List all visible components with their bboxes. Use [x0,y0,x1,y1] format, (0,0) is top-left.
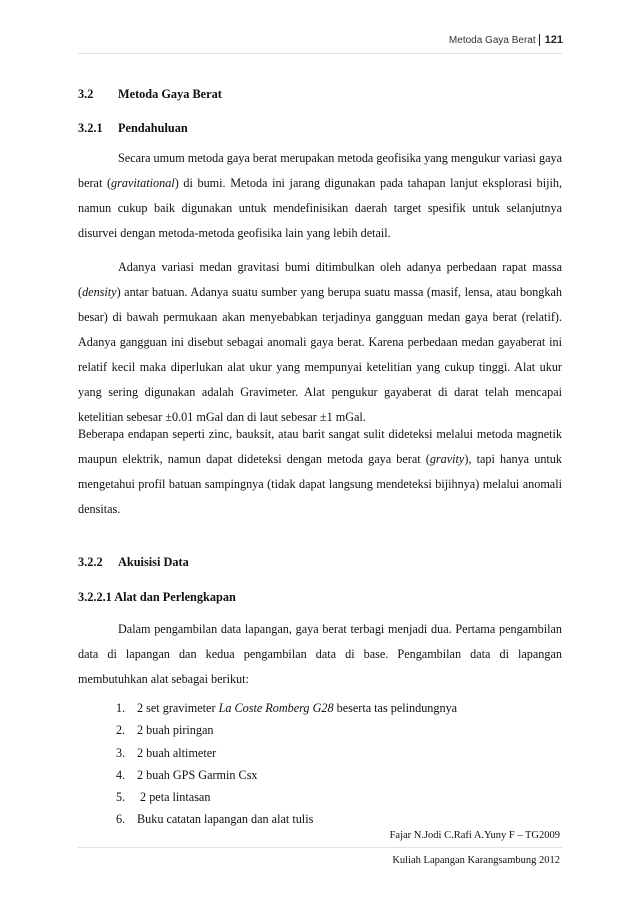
paragraph-4: Dalam pengambilan data lapangan, gaya berat terbagi menjadi dua. Pertama pengambilan data di lapangan dan kedua pengambilan data di base. Pengambilan data di lapangan membutuhkan alat sebagai berikut: [78,622,562,686]
footer-rule [78,847,562,848]
header-title: Metoda Gaya Berat [448,34,536,46]
subsection-number: 3.2.2 [78,555,103,569]
list-item: 3. 2 buah altimeter [116,745,217,760]
list-item: 5. 2 peta lintasan [116,790,211,805]
section-title: Metoda Gaya Berat [118,87,222,101]
subsubsection-title: Alat dan Perlengkapan [114,590,236,604]
subsection-title: Akuisisi Data [118,555,189,569]
running-header [449,34,563,46]
subsection-heading-pendahuluan [78,121,188,136]
subsubsection-heading [78,590,236,605]
paragraph-2: Adanya variasi medan gravitasi bumi ditimbulkan oleh adanya perbedaan rapat massa (density) antar batuan. Adanya suatu sumber yang berupa suatu massa (masif, lensa, atau bongkah besar) di bawah permukaan akan menyebabkan terjadinya gangguan medan gaya berat (relatif). Adanya gangguan ini disebut sebagai anomali gaya berat. Karena perbedaan medan gayaberat ini relatif kecil maka diperlukan alat ukur yang mempunyai ketelitian yang cukup tinggi. Alat ukur yang sering digunakan adalah Gravimeter. Alat pengukur gayaberat di darat telah mencapai ketelitian sebesar ±0.01 mGal dan di laut sebesar ±1 mGal. [78,260,562,424]
header-rule [78,53,562,54]
list-item: 6. Buku catatan lapangan dan alat tulis [116,812,314,827]
subsection-number: 3.2.1 [78,121,103,135]
subsection-heading-akuisisi [78,555,189,570]
footer-course: Kuliah Lapangan Karangsambung 2012 [392,855,560,866]
list-item: 2. 2 buah piringan [116,723,214,738]
section-number: 3.2 [78,87,94,101]
header-separator [539,34,540,46]
equipment-list [116,697,457,831]
list-item: 1. 2 set gravimeter La Coste Romberg G28 beserta tas pelindungnya [116,701,458,715]
footer-authors: Fajar N.Jodi C.Rafi A.Yuny F – TG2009 [389,830,560,841]
section-heading [78,87,222,102]
subsubsection-number: 3.2.2.1 [78,590,112,604]
list-item: 4. 2 buah GPS Garmin Csx [116,767,258,782]
paragraph-3: Beberapa endapan seperti zinc, bauksit, atau barit sangat sulit dideteksi melalui metoda magnetik maupun elektrik, namun dapat dideteksi dengan metoda gaya berat (gravity), tapi hanya untuk mengetahui profil batuan sampingnya (tidak dapat langsung mendeteksi bijihnya) melalui anomali densitas. [78,427,562,516]
subsection-title: Pendahuluan [118,121,188,135]
page-number: 121 [544,34,563,46]
paragraph-1: Secara umum metoda gaya berat merupakan metoda geofisika yang mengukur variasi gaya berat (gravitational) di bumi. Metoda ini jarang digunakan pada tahapan lanjut eksplorasi bijih, namun cukup baik digunakan untuk mendefinisikan daerah target spesifik untuk selanjutnya disurvei dengan metoda-metoda geofisika lain yang lebih detail. [78,151,562,240]
